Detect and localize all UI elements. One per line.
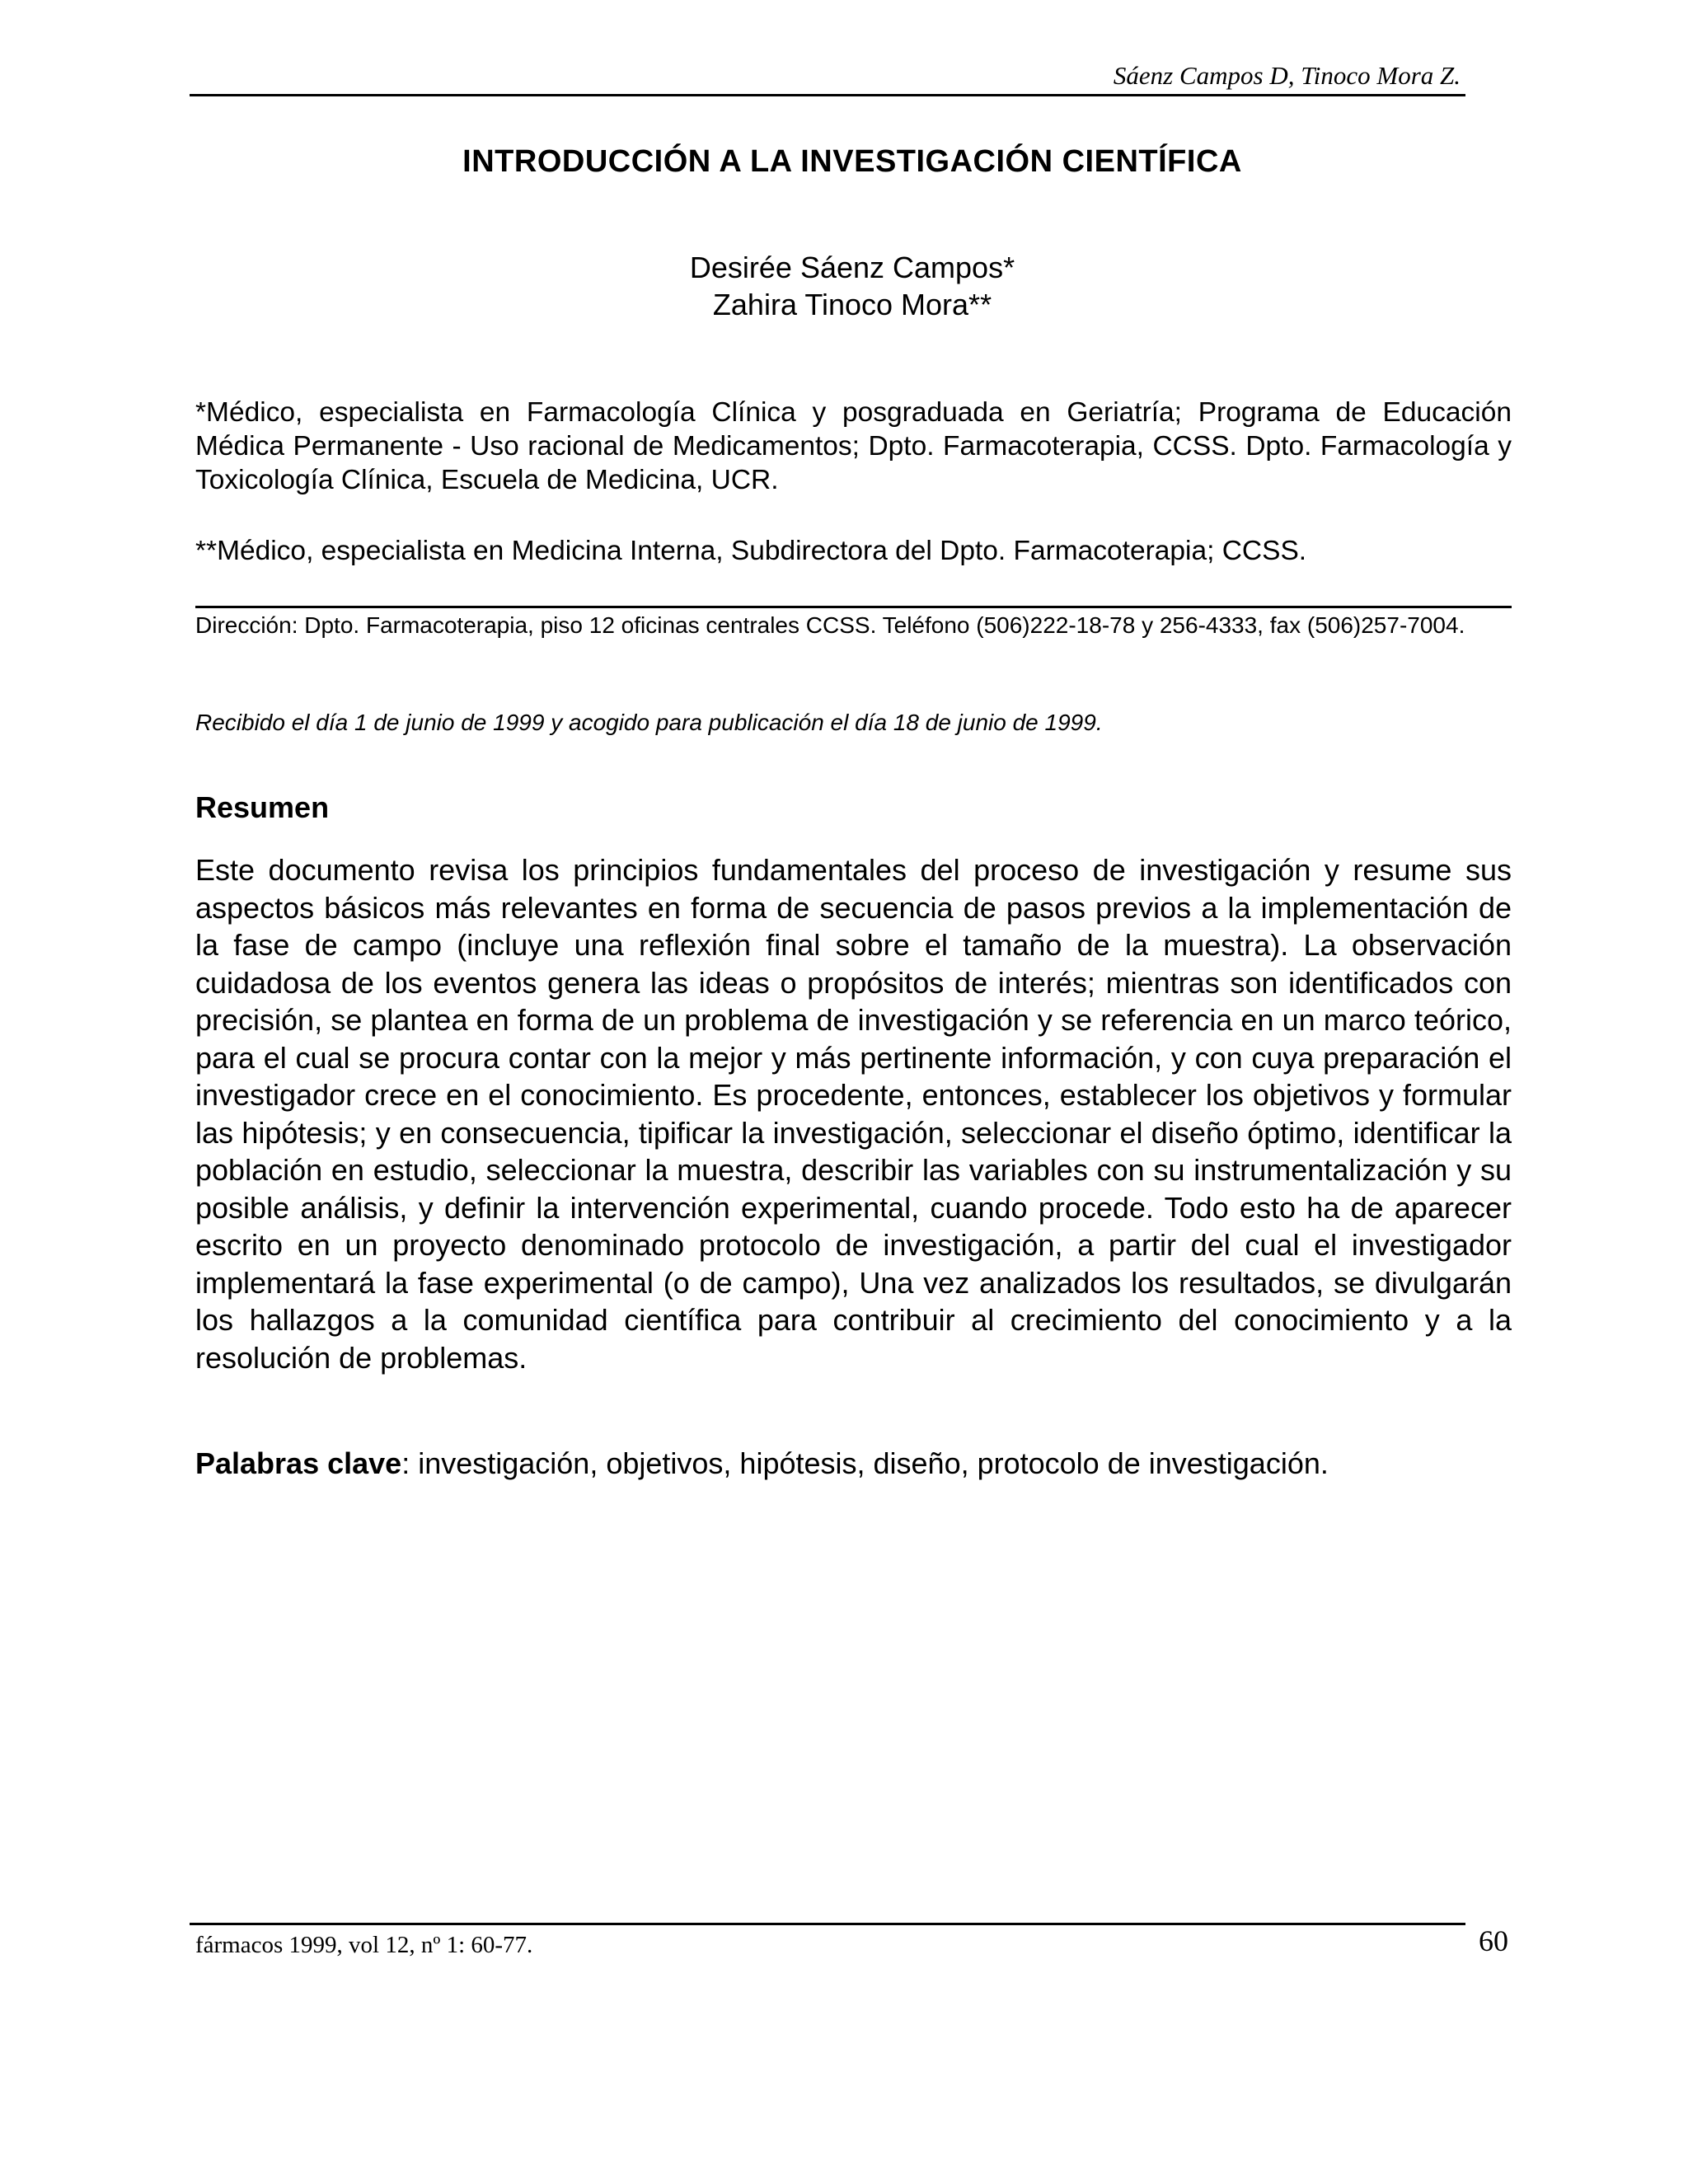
- keywords: [195, 1445, 1512, 1482]
- received-note: Recibido el día 1 de junio de 1999 y acogido para publicación el día 18 de junio de 1999.: [195, 710, 1103, 735]
- author-list: [190, 249, 1515, 323]
- article-title: INTRODUCCIÓN A LA INVESTIGACIÓN CIENTÍFICA: [462, 144, 1242, 179]
- header-rule: [190, 94, 1465, 96]
- author-1: Desirée Sáenz Campos*: [689, 251, 1015, 284]
- affiliation-1: *Médico, especialista en Farmacología Clínica y posgraduada en Geriatría; Programa de Educación Médica Permanente - Uso racional de Medicamentos; Dpto. Farmacoterapia, CCSS. Dpto. Farmacología y Toxicología Clínica, Escuela de Medicina, UCR.: [195, 397, 1512, 495]
- footer-citation: fármacos 1999, vol 12, nº 1: 60-77.: [195, 1932, 533, 1958]
- running-head: Sáenz Campos D, Tinoco Mora Z.: [1113, 61, 1461, 90]
- affiliation-2: **Médico, especialista en Medicina Interna, Subdirectora del Dpto. Farmacoterapia; CCSS.: [195, 536, 1307, 566]
- page-number: 60: [1479, 1924, 1508, 1957]
- keywords-label: Palabras clave: [195, 1446, 402, 1480]
- address-rule: [195, 606, 1512, 608]
- abstract-text: Este documento revisa los principios fundamentales del proceso de investigación y resume sus aspectos básicos más relevantes en forma de secuencia de pasos previos a la implementación de la fase de campo (incluye una reflexión final sobre el tamaño de la muestra). La observación cuidadosa de los eventos genera las ideas o propósitos de interés; mientras son identificados con precisión, se plantea en forma de un problema de investigación y se referencia en un marco teórico, para el cual se procura contar con la mejor y más pertinente información, y con cuya preparación el investigador crece en el conocimiento. Es procedente, entonces, establecer los objetivos y formular las hipótesis; y en consecuencia, tipificar la investigación, seleccionar el diseño óptimo, identificar la población en estudio, seleccionar la muestra, describir las variables con su instrumentalización y su posible análisis, y definir la intervención experimental, cuando procede. Todo esto ha de aparecer escrito en un proyecto denominado protocolo de investigación, a partir del cual el investigador implementará la fase experimental (o de campo), Una vez analizados los resultados, se divulgarán los hallazgos a la comunidad científica para contribuir al crecimiento del conocimiento y a la resolución de problemas.: [195, 853, 1512, 1375]
- footer-rule: [190, 1923, 1465, 1925]
- abstract-heading: Resumen: [195, 790, 330, 824]
- correspondence-address: Dirección: Dpto. Farmacoterapia, piso 12 oficinas centrales CCSS. Teléfono (506)222-18-78 y 256-4333, fax (506)257-7004.: [195, 612, 1465, 638]
- keywords-text: : investigación, objetivos, hipótesis, diseño, protocolo de investigación.: [401, 1446, 1329, 1480]
- author-2: Zahira Tinoco Mora**: [712, 288, 992, 321]
